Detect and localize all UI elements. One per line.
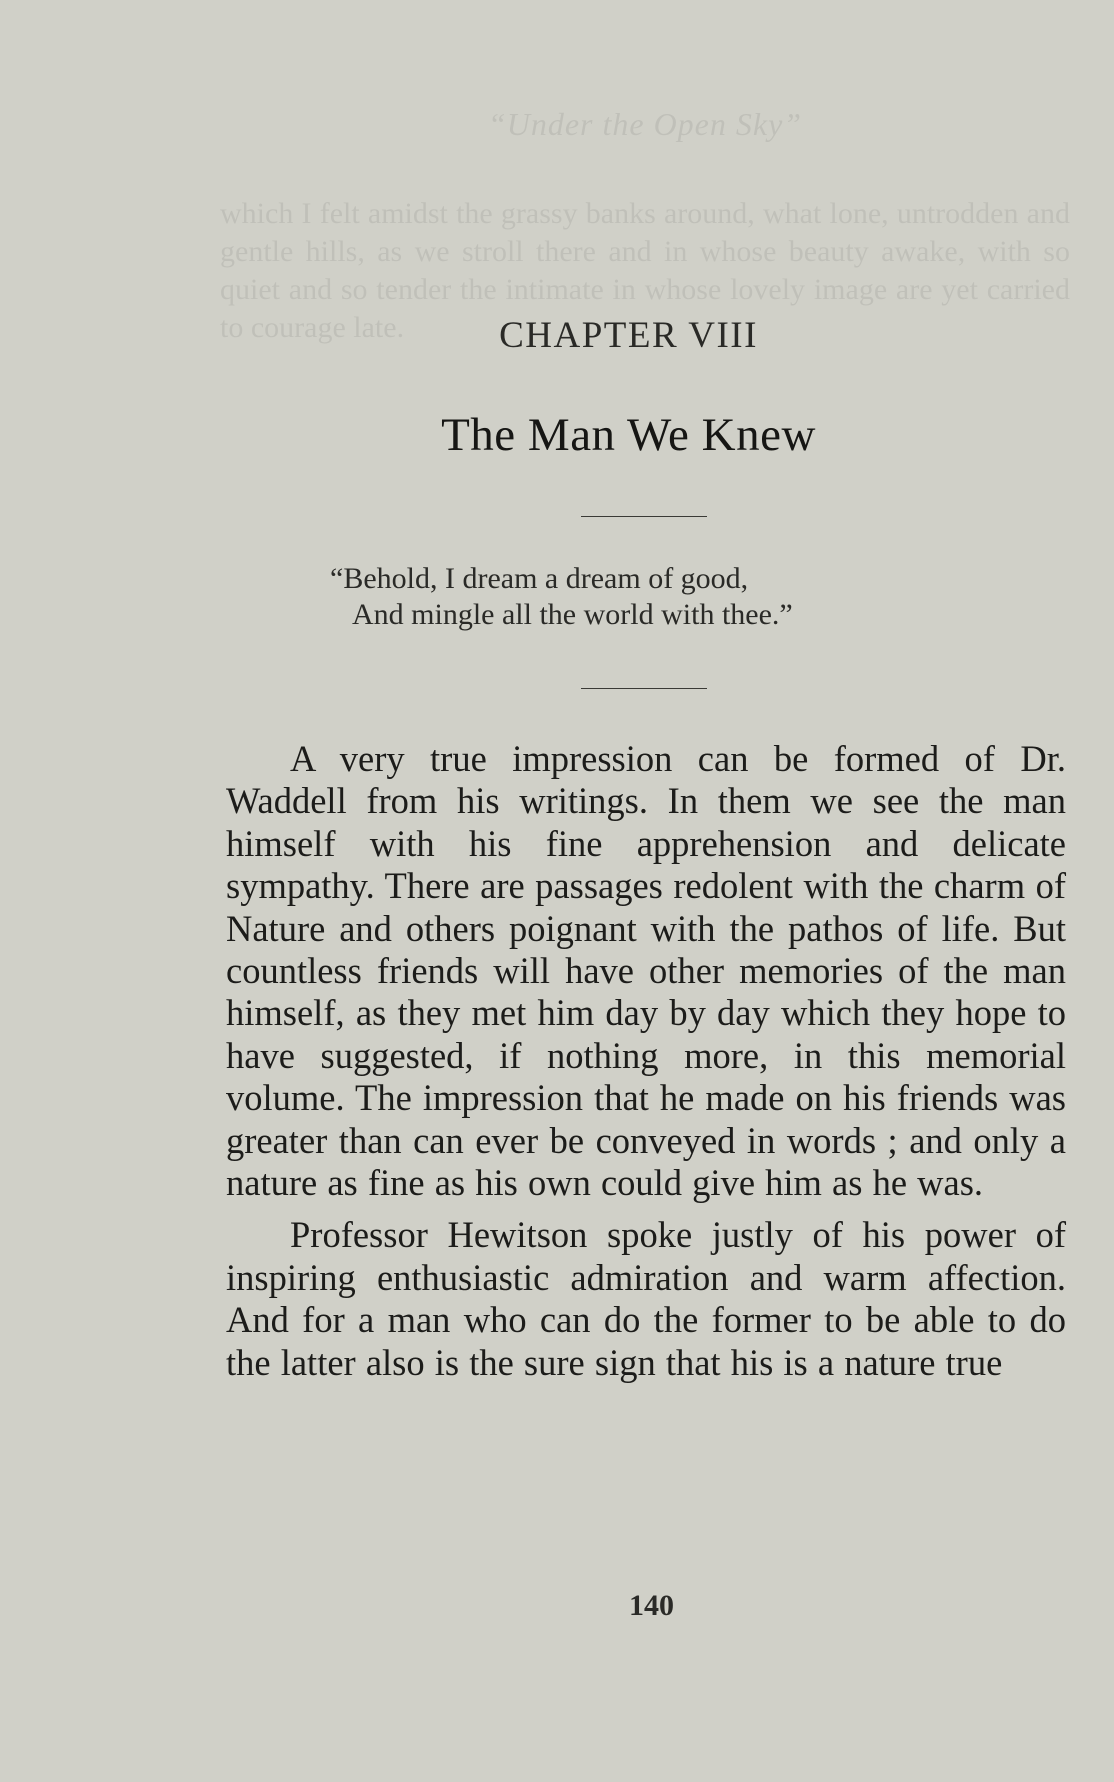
show-through-from-facing-page: “Under the Open Sky” which I felt amidst the grassy banks around, what lone, untrodden and gentle hills, as we stroll there and in whose beauty awake, with so quiet and so tender the intimate in whose lovely image are yet carried to courage late. [220,106,1070,344]
epigraph-line-1: “Behold, I dream a dream of good, [330,562,749,595]
divider-rule-bottom [581,688,707,689]
page-number: 140 [629,1589,674,1622]
chapter-title: The Man We Knew [441,409,816,461]
chapter-label: CHAPTER VIII [499,315,758,356]
body-text [226,738,1066,1384]
divider-rule-top [581,516,707,517]
paragraph-1: A very true impression can be formed of Dr. Waddell from his writings. In them we see the man himself with his fine apprehension and delicate sympathy. There are passages redolent with the charm of Nature and others poignant with the pathos of life. But countless friends will have other memories of the man himself, as they met him day by day which they hope to have suggested, if nothing more, in this memorial volume. The impression that he made on his friends was greater than can ever be conveyed in words ; and only a nature as fine as his own could give him as he was. [226,738,1066,1204]
paragraph-2: Professor Hewitson spoke justly of his power of inspiring enthusiastic admiration and warm affection. And for a man who can do the former to be able to do the latter also is the sure sign that his is a nature true [226,1214,1066,1383]
epigraph-line-2: And mingle all the world with thee.” [352,598,793,631]
